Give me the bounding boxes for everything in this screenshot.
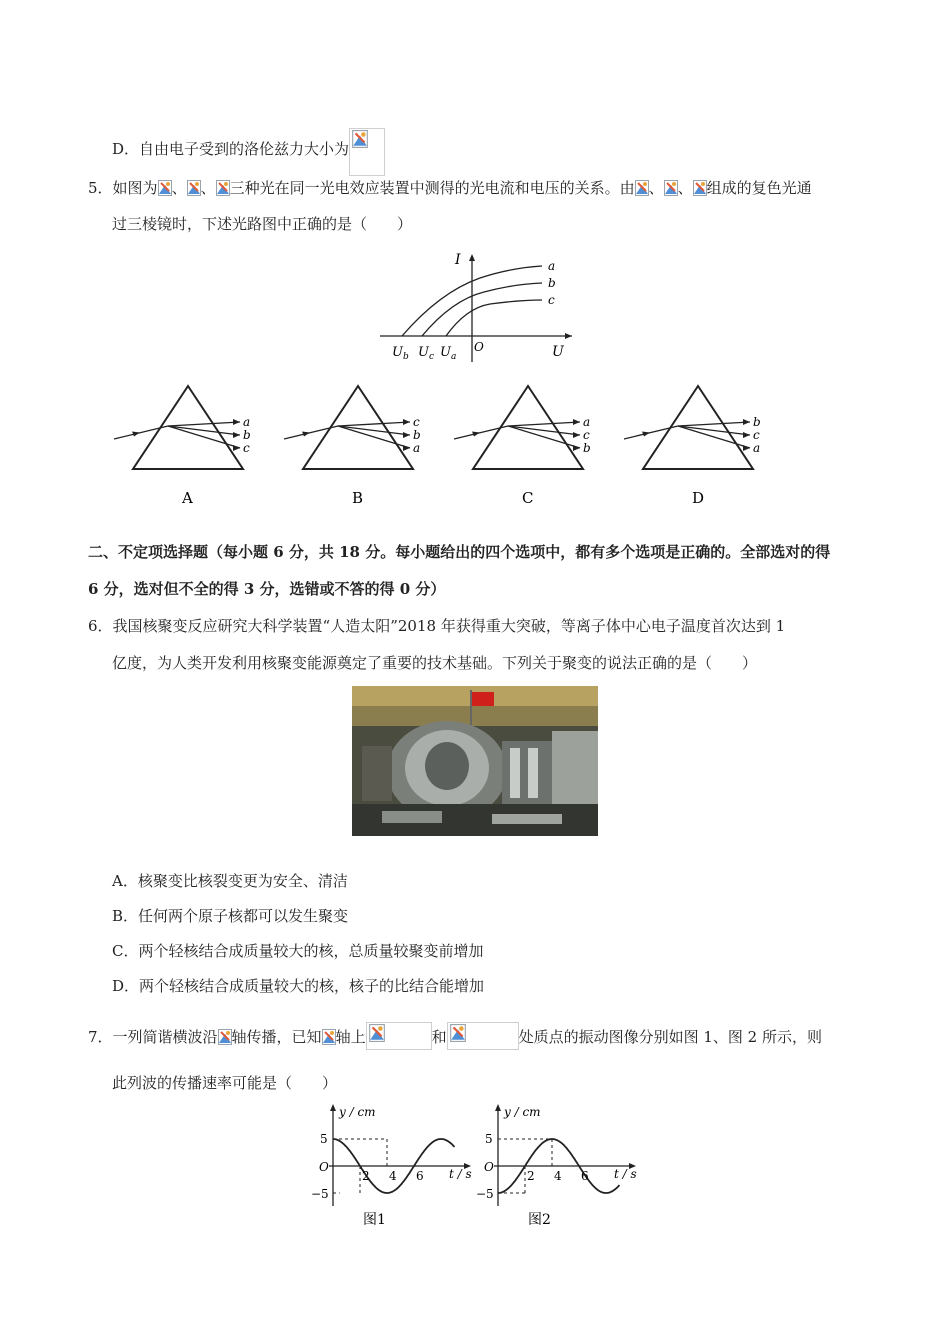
- q6-line1: 6．我国核聚变反应研究大科学装置“人造太阳”2018 年获得重大突破，等离子体中心电子温度首次达到 1: [88, 617, 786, 635]
- q5-text-line2: 过三棱镜时，下述光路图中正确的是（ ）: [112, 215, 413, 233]
- broken-image-icon: [187, 180, 201, 196]
- prism-d-ray-label: a: [753, 441, 761, 455]
- curve-label-c: c: [548, 293, 555, 307]
- q6-option-d: D．两个轻核结合成质量较大的核，核子的比结合能增加: [112, 977, 485, 995]
- prism-b-ray-c: [338, 422, 410, 426]
- tick-ua: $U_a$: [440, 345, 457, 362]
- prism-d-ray-c: [678, 426, 750, 435]
- prism-c-incident-ray: [454, 426, 508, 439]
- q7-line2: 此列波的传播速率可能是（ ）: [112, 1074, 338, 1092]
- fig1-t-label: t / s: [449, 1167, 472, 1181]
- tokamak-photo: [352, 686, 598, 836]
- prism-a-incident-ray: [114, 426, 168, 439]
- y-tick-label: −5: [476, 1187, 494, 1201]
- broken-image-icon: [158, 180, 172, 196]
- t-tick-label: 6: [581, 1169, 589, 1183]
- prism-d-triangle: [643, 386, 753, 469]
- t-tick-label: 2: [362, 1169, 370, 1183]
- curve-c: [446, 300, 542, 336]
- graph-origin: O: [474, 340, 484, 354]
- ray-arrow: [743, 445, 750, 451]
- ray-arrow: [573, 419, 580, 425]
- y-tick-label: 5: [320, 1132, 328, 1146]
- prism-c-ray-c: [508, 426, 580, 435]
- prism-d-ray-label: b: [753, 415, 761, 429]
- broken-image-icon: [216, 180, 230, 196]
- prism-c-ray-a: [508, 422, 580, 426]
- ray-arrow: [403, 432, 410, 438]
- origin-label: O: [319, 1160, 329, 1174]
- q7-vibration-graphs: [305, 1102, 645, 1232]
- prism-option-label-d: D: [692, 489, 705, 507]
- vibration-graphs: [305, 1102, 645, 1232]
- t-tick-label: 6: [416, 1169, 424, 1183]
- prism-diagrams: [100, 380, 780, 510]
- t-tick-label: 2: [527, 1169, 535, 1183]
- q5-prism-options: [100, 380, 780, 510]
- prism-c-ray-label: a: [583, 415, 591, 429]
- fig2-t-label: t / s: [614, 1167, 637, 1181]
- prism-a-ray-label: a: [243, 415, 251, 429]
- curve-label-a: a: [548, 259, 556, 273]
- prism-option-label-a: A: [182, 489, 193, 507]
- q7-part1: 7．一列简谐横波沿: [88, 1028, 218, 1046]
- prism-b-ray-label: c: [413, 415, 420, 429]
- origin-label: O: [484, 1160, 494, 1174]
- fig2-y-label: y / cm: [504, 1105, 541, 1119]
- prism-c-ray-b: [508, 426, 580, 448]
- incident-arrow: [132, 432, 140, 437]
- incident-arrow: [472, 432, 480, 437]
- curve-b: [422, 283, 542, 336]
- prism-b-incident-ray: [284, 426, 338, 439]
- q5-text-part2: 三种光在同一光电效应装置中测得的光电流和电压的关系。由: [229, 179, 635, 197]
- prism-b-ray-label: b: [413, 428, 421, 442]
- prism-b-triangle: [303, 386, 413, 469]
- prism-d-ray-b: [678, 422, 750, 426]
- q5-sep: 、: [677, 179, 693, 197]
- q5-text-part3: 组成的复色光通: [706, 179, 812, 197]
- prism-a-ray-c: [168, 426, 240, 448]
- q5-sep: 、: [200, 179, 216, 197]
- q7-part4: 和: [431, 1028, 447, 1046]
- q7-question: [88, 1022, 822, 1050]
- section2-line2: 6 分，选对但不全的得 3 分，选错或不答的得 0 分）: [88, 580, 446, 598]
- broken-image-icon: [322, 1029, 336, 1045]
- q5-question: [88, 177, 812, 199]
- broken-image-icon: [218, 1029, 232, 1045]
- q5-iu-graph: [380, 250, 580, 365]
- y-tick-label: −5: [311, 1187, 329, 1201]
- q7-part5: 处质点的振动图像分别如图 1、图 2 所示，则: [518, 1028, 822, 1046]
- axis-arrow: [495, 1104, 501, 1111]
- broken-image-icon: [693, 180, 707, 196]
- q7-part3: 轴上: [335, 1028, 366, 1046]
- ray-arrow: [573, 432, 580, 438]
- q6-option-b: B．任何两个原子核都可以发生聚变: [112, 907, 349, 925]
- q6-line2: 亿度，为人类开发利用核聚变能源奠定了重要的技术基础。下列关于聚变的说法正确的是（ ）: [112, 654, 758, 672]
- graph-y-label: I: [455, 252, 461, 268]
- q4-option-d: [112, 128, 385, 176]
- tick-uc: $U_c$: [418, 345, 435, 362]
- broken-image-icon: [664, 180, 678, 196]
- fig1-caption: 图1: [363, 1212, 386, 1228]
- ray-arrow: [403, 445, 410, 451]
- ray-arrow: [233, 432, 240, 438]
- incident-arrow: [302, 432, 310, 437]
- prism-d-ray-label: c: [753, 428, 760, 442]
- x-axis-arrow: [565, 333, 572, 339]
- q5-sep: 、: [648, 179, 664, 197]
- q4-option-d-text: D．自由电子受到的洛伦兹力大小为: [112, 140, 350, 158]
- q6-option-c: C．两个轻核结合成质量较大的核，总质量较聚变前增加: [112, 942, 484, 960]
- prism-a-ray-label: c: [243, 441, 250, 455]
- ray-arrow: [743, 432, 750, 438]
- t-tick-label: 4: [389, 1169, 397, 1183]
- q5-number: 5．: [88, 179, 113, 197]
- broken-image-icon: [635, 180, 649, 196]
- incident-arrow: [642, 432, 650, 437]
- t-tick-label: 4: [554, 1169, 562, 1183]
- ray-arrow: [743, 419, 750, 425]
- prism-a-ray-a: [168, 422, 240, 426]
- prism-a-ray-b: [168, 426, 240, 435]
- fig2-caption: 图2: [528, 1212, 551, 1228]
- broken-image-icon: [349, 128, 385, 176]
- q7-part2: 轴传播，已知: [231, 1028, 322, 1046]
- prism-b-ray-a: [338, 426, 410, 448]
- broken-image-box: [447, 1022, 519, 1050]
- prism-option-label-b: B: [352, 489, 364, 507]
- y-axis-arrow: [469, 254, 475, 261]
- prism-d-ray-a: [678, 426, 750, 448]
- curve-label-b: b: [548, 276, 556, 290]
- ray-arrow: [233, 445, 240, 451]
- section2-line1: 二、不定项选择题（每小题 6 分，共 18 分。每小题给出的四个选项中，都有多个选项是正确的。全部选对的得: [88, 543, 831, 561]
- prism-a-ray-label: b: [243, 428, 251, 442]
- ray-arrow: [403, 419, 410, 425]
- prism-option-label-c: C: [522, 489, 534, 507]
- q5-sep: 、: [171, 179, 187, 197]
- ray-arrow: [233, 419, 240, 425]
- prism-c-ray-label: b: [583, 441, 591, 455]
- q5-text-part1: 如图为: [112, 179, 158, 197]
- prism-c-triangle: [473, 386, 583, 469]
- prism-c-ray-label: c: [583, 428, 590, 442]
- axis-arrow: [330, 1104, 336, 1111]
- prism-a-triangle: [133, 386, 243, 469]
- broken-image-box: [366, 1022, 432, 1050]
- ray-arrow: [573, 445, 580, 451]
- q6-option-a: A．核聚变比核裂变更为安全、清洁: [112, 872, 348, 890]
- prism-d-incident-ray: [624, 426, 678, 439]
- fig1-y-label: y / cm: [339, 1105, 376, 1119]
- prism-b-ray-label: a: [413, 441, 421, 455]
- tick-ub: $U_b$: [392, 345, 409, 362]
- prism-b-ray-b: [338, 426, 410, 435]
- y-tick-label: 5: [485, 1132, 493, 1146]
- graph-x-label: U: [552, 344, 564, 360]
